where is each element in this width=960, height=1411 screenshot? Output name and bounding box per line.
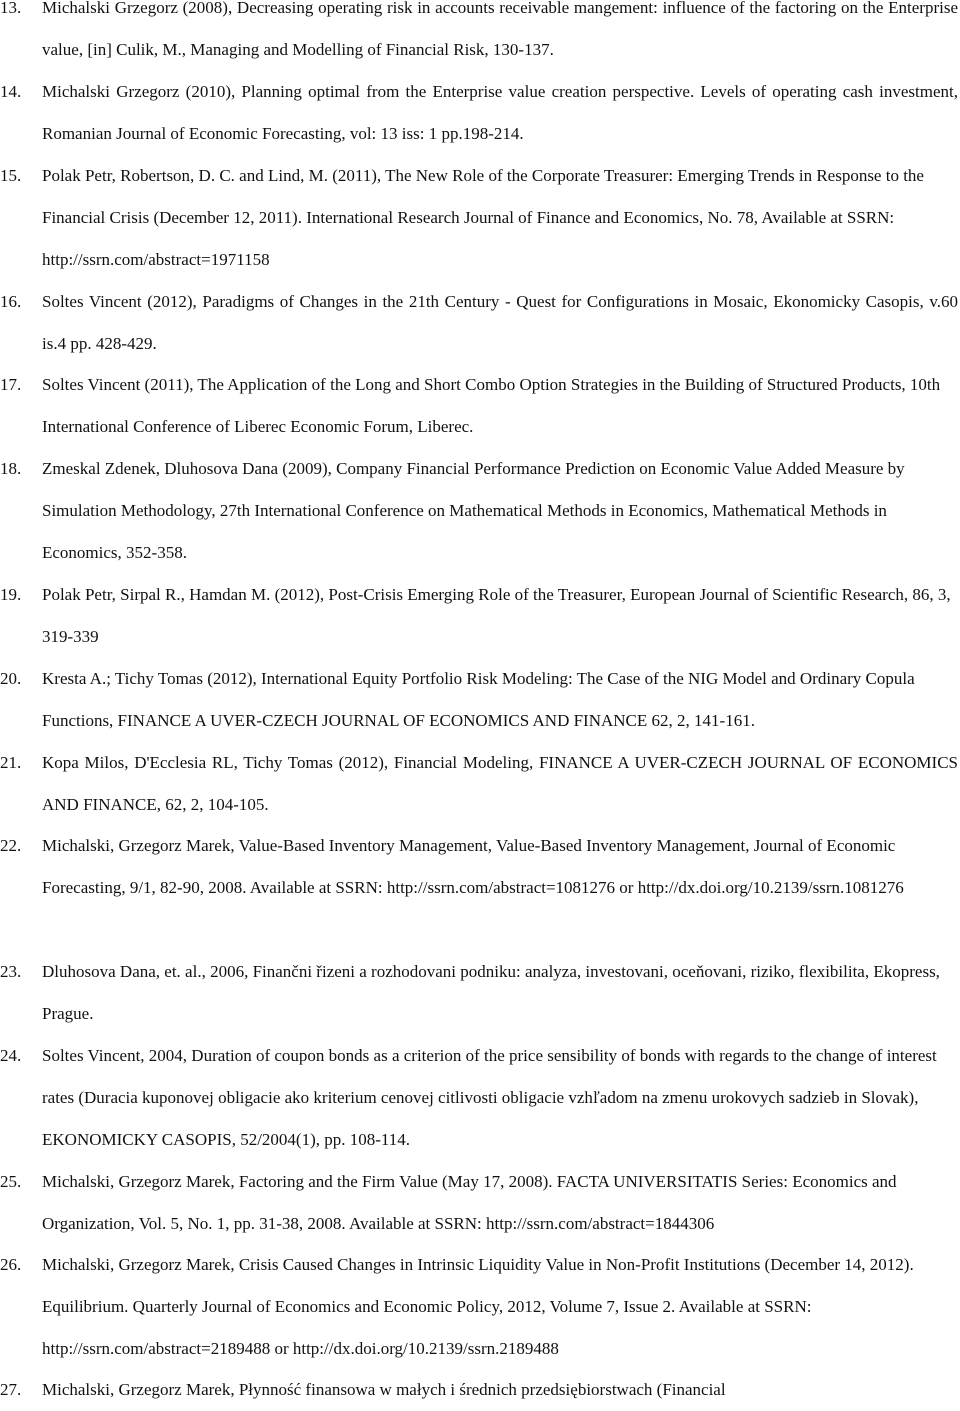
reference-text: Soltes Vincent (2012), Paradigms of Changes in the 21th Century - Quest for Configurations in Mosaic, Ekonomicky Casopis, v.60 is.4 pp. 428-429. xyxy=(42,292,958,353)
reference-text: Zmeskal Zdenek, Dluhosova Dana (2009), Company Financial Performance Prediction on Economic Value Added Measure by Simulation Methodology, 27th International Conference on Mathematical Methods in Economics, Mathematical Methods in Economics, 352-358. xyxy=(42,459,905,562)
reference-text: Dluhosova Dana, et. al., 2006, Finančni řizeni a rozhodovani podniku: analyza, investovani, oceňovani, riziko, flexibilita, Ekopress, Prague. xyxy=(42,962,940,1023)
reference-text: Soltes Vincent (2011), The Application of the Long and Short Combo Option Strategies in the Building of Structured Products, 10th International Conference of Liberec Economic Forum, Liberec. xyxy=(42,375,941,436)
reference-number: 27. xyxy=(0,1380,22,1399)
reference-number: 25. xyxy=(0,1172,22,1191)
reference-text: Michalski, Grzegorz Marek, Value-Based Inventory Management, Value-Based Inventory Management, Journal of Economic Forecasting, 9/1, 82-90, 2008. Available at SSRN: http://ssrn.com/abstract=1081276 or http://dx.doi.org/10.2139/ssrn.1081276 xyxy=(42,836,904,897)
reference-text: Kresta A.; Tichy Tomas (2012), International Equity Portfolio Risk Modeling: The Case of the NIG Model and Ordinary Copula Functions, FINANCE A UVER-CZECH JOURNAL OF ECONOMICS AND FINANCE 62, 2, 141-161. xyxy=(42,669,915,730)
reference-number: 20. xyxy=(0,669,22,688)
reference-number: 18. xyxy=(0,459,22,478)
reference-number: 22. xyxy=(0,836,22,855)
reference-number: 23. xyxy=(0,962,22,981)
reference-text: Michalski, Grzegorz Marek, Factoring and the Firm Value (May 17, 2008). FACTA UNIVERSITATIS Series: Economics and Organization, Vol. 5, No. 1, pp. 31-38, 2008. Available at SSRN: http://ssrn.com/abstract=1844306 xyxy=(42,1172,897,1233)
reference-text: Michalski, Grzegorz Marek, Płynność finansowa w małych i średnich przedsiębiorstwach (Financial xyxy=(42,1380,726,1399)
reference-number: 26. xyxy=(0,1255,22,1274)
reference-text: Soltes Vincent, 2004, Duration of coupon bonds as a criterion of the price sensibility of bonds with regards to the change of interest rates (Duracia kuponovej obligacie ako kriterium cenovej citlivosti obligacie vzhľadom na zmenu urokovych sadzieb in Slovak), EKONOMICKY CASOPIS, 52/2004(1), pp. 108-114. xyxy=(42,1046,937,1149)
reference-number: 16. xyxy=(0,292,22,311)
reference-number: 14. xyxy=(0,82,22,101)
reference-number: 13. xyxy=(0,0,22,17)
reference-number: 17. xyxy=(0,375,22,394)
reference-number: 15. xyxy=(0,166,22,185)
reference-text: Michalski, Grzegorz Marek, Crisis Caused Changes in Intrinsic Liquidity Value in Non-Profit Institutions (December 14, 2012). Equilibrium. Quarterly Journal of Economics and Economic Policy, 2012, Volume 7, Issue 2. Available at SSRN: http://ssrn.com/abstract=2189488 or http://dx.doi.org/10.2139/ssrn.2189488 xyxy=(42,1255,914,1358)
reference-text: Michalski Grzegorz (2008), Decreasing operating risk in accounts receivable mangement: influence of the factoring on the Enterprise value, [in] Culik, M., Managing and Modelling of Financial Risk, 130-137. xyxy=(42,0,958,59)
reference-text: Polak Petr, Robertson, D. C. and Lind, M. (2011), The New Role of the Corporate Treasurer: Emerging Trends in Response to the Financial Crisis (December 12, 2011). International Research Journal of Finance and Economics, No. 78, Available at SSRN: http://ssrn.com/abstract=1971158 xyxy=(42,166,924,269)
reference-number: 24. xyxy=(0,1046,22,1065)
reference-number: 21. xyxy=(0,753,22,772)
reference-text: Michalski Grzegorz (2010), Planning optimal from the Enterprise value creation perspective. Levels of operating cash investment, Romanian Journal of Economic Forecasting, vol: 13 iss: 1 pp.198-214. xyxy=(42,82,958,143)
reference-text: Polak Petr, Sirpal R., Hamdan M. (2012), Post-Crisis Emerging Role of the Treasurer, European Journal of Scientific Research, 86, 3, 319-339 xyxy=(42,585,951,646)
reference-text: Kopa Milos, D'Ecclesia RL, Tichy Tomas (2012), Financial Modeling, FINANCE A UVER-CZECH JOURNAL OF ECONOMICS AND FINANCE, 62, 2, 104-105. xyxy=(42,753,958,814)
reference-number: 19. xyxy=(0,585,22,604)
